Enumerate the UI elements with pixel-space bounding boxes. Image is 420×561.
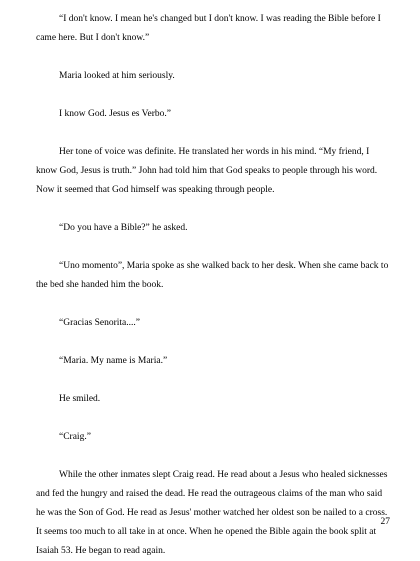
paragraph: “I don't know. I mean he's changed but I don't know. I was reading the Bible before I came here. But I don't know.” (36, 14, 381, 43)
paragraph: “Uno momento”, Maria spoke as she walked back to her desk. When she came back to the bed she handed him the book. (36, 261, 389, 290)
paragraph: “Gracias Senorita....” (59, 318, 140, 328)
body-text (36, 10, 392, 561)
page-number: 27 (380, 517, 390, 527)
paragraph: Her tone of voice was definite. He translated her words in his mind. “My friend, I know God, Jesus is truth.” John had told him that God speaks to people through his word. Now it seemed that God himself was speaking through people. (36, 147, 378, 195)
paragraph: I know God. Jesus es Verbo.” (59, 109, 171, 119)
paragraph: Maria looked at him seriously. (59, 71, 175, 81)
paragraph: He smiled. (59, 394, 101, 404)
paragraph: “Craig.” (59, 432, 91, 442)
paragraph: While the other inmates slept Craig read. He read about a Jesus who healed sicknesses and fed the hungry and raised the dead. He read the outrageous claims of the man who said he was the Son of God. He read as Jesus' mother watched her oldest son be nailed to a cross. It seems too much to all take in at once. When he opened the Bible again the book split at Isaiah 53. He began to read again. (36, 470, 388, 556)
paragraph: “Do you have a Bible?” he asked. (59, 223, 188, 233)
paragraph: “Maria. My name is Maria.” (59, 356, 168, 366)
